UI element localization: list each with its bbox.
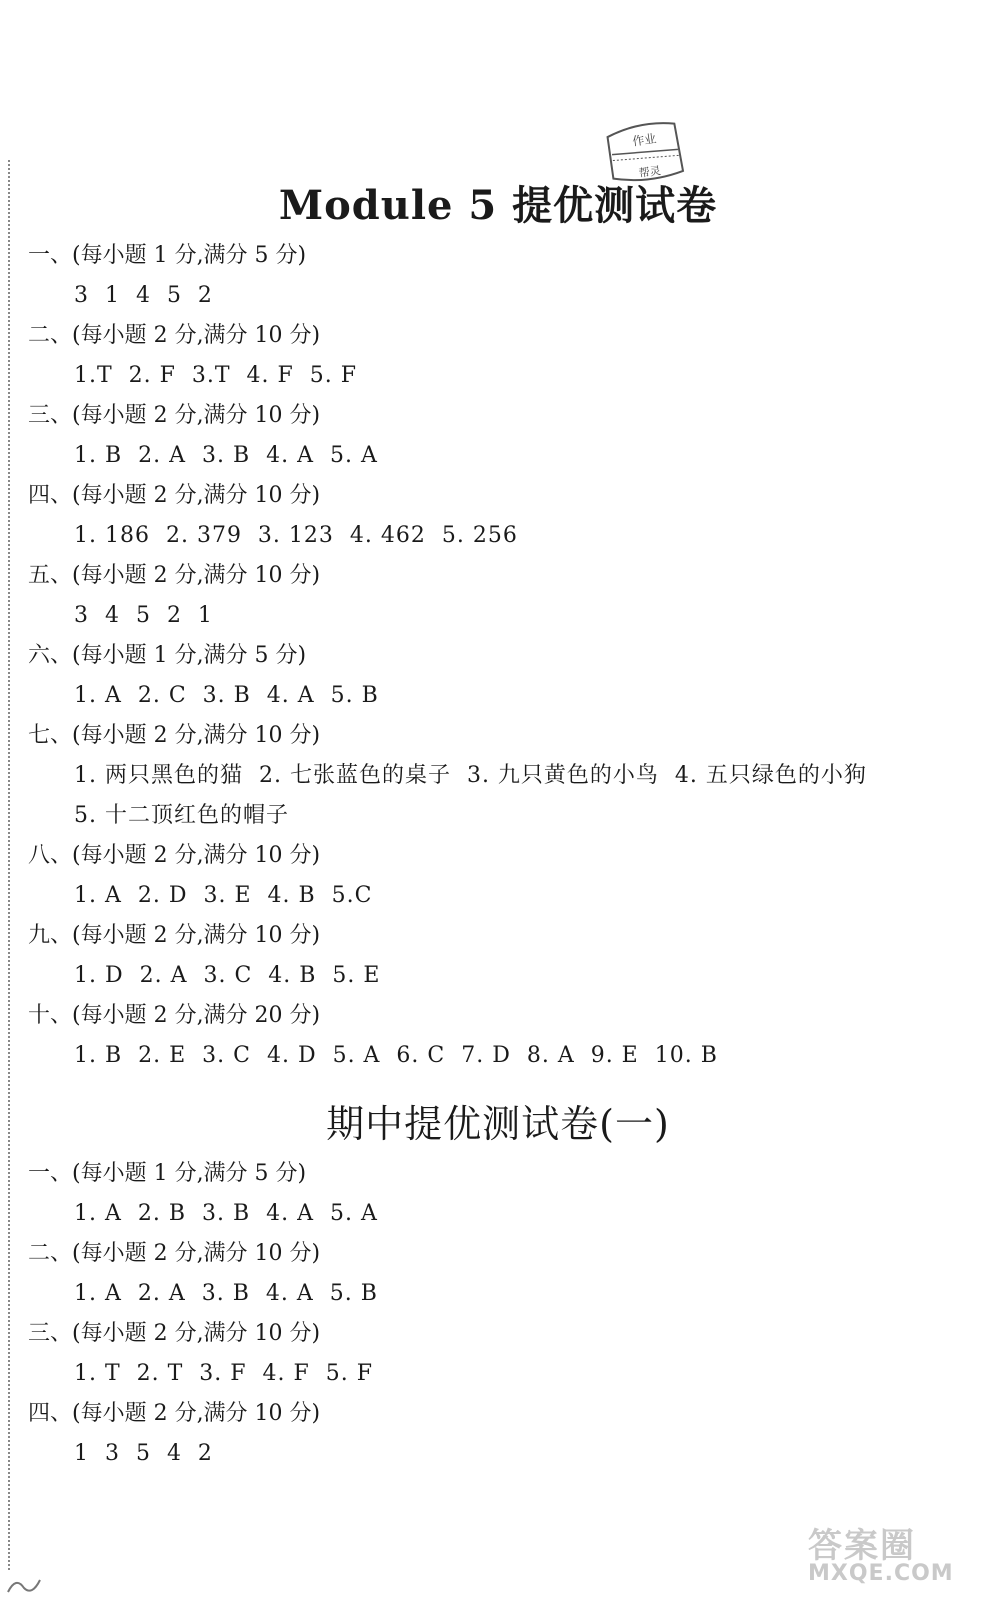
question-heading: 一、(每小题 1 分,满分 5 分) [28, 243, 307, 268]
answer-line: 3 1 4 5 2 [74, 283, 213, 308]
answer-line: 1. A 2. D 3. E 4. B 5.C [74, 883, 373, 908]
question-heading: 三、(每小题 2 分,满分 10 分) [28, 1321, 321, 1346]
answer-line: 1. T 2. T 3. F 4. F 5. F [74, 1361, 374, 1386]
question-heading: 五、(每小题 2 分,满分 10 分) [28, 563, 321, 588]
corner-mark-icon [4, 1570, 44, 1596]
binding-margin-line [8, 160, 10, 1570]
answer-line: 1. D 2. A 3. C 4. B 5. E [74, 963, 381, 988]
question-heading: 十、(每小题 2 分,满分 20 分) [28, 1003, 321, 1028]
question-heading: 九、(每小题 2 分,满分 10 分) [28, 923, 321, 948]
question-heading: 二、(每小题 2 分,满分 10 分) [28, 323, 321, 348]
answer-line: 1.T 2. F 3.T 4. F 5. F [74, 363, 358, 388]
question-heading: 八、(每小题 2 分,满分 10 分) [28, 843, 321, 868]
answer-line: 1. 两只黑色的猫 2. 七张蓝色的桌子 3. 九只黄色的小鸟 4. 五只绿色的小狗 [74, 763, 867, 788]
page-title-midterm: 期中提优测试卷(一) [326, 1102, 670, 1146]
question-heading: 二、(每小题 2 分,满分 10 分) [28, 1241, 321, 1266]
answer-line: 3 4 5 2 1 [74, 603, 213, 628]
question-heading: 七、(每小题 2 分,满分 10 分) [28, 723, 321, 748]
svg-text:作业: 作业 [631, 131, 658, 149]
question-heading: 六、(每小题 1 分,满分 5 分) [28, 643, 307, 668]
answer-line: 1. A 2. A 3. B 4. A 5. B [74, 1281, 378, 1306]
watermark-top-text: 答案圈 [808, 1526, 916, 1566]
answer-line: 1. A 2. B 3. B 4. A 5. A [74, 1201, 378, 1226]
svg-text:帮灵: 帮灵 [638, 164, 662, 180]
answer-line: 1. B 2. E 3. C 4. D 5. A 6. C 7. D 8. A 9. E 10. B [74, 1043, 718, 1068]
answer-line: 1. 186 2. 379 3. 123 4. 462 5. 256 [74, 523, 518, 548]
answer-line: 1 3 5 4 2 [74, 1441, 213, 1466]
answer-line: 1. B 2. A 3. B 4. A 5. A [74, 443, 378, 468]
answer-line: 1. A 2. C 3. B 4. A 5. B [74, 683, 379, 708]
question-heading: 四、(每小题 2 分,满分 10 分) [28, 483, 321, 508]
page-title-module5: Module 5 提优测试卷 [278, 182, 718, 229]
question-heading: 一、(每小题 1 分,满分 5 分) [28, 1161, 307, 1186]
question-heading: 四、(每小题 2 分,满分 10 分) [28, 1401, 321, 1426]
watermark-bottom-text: MXQE.COM [808, 1561, 954, 1586]
question-heading: 三、(每小题 2 分,满分 10 分) [28, 403, 321, 428]
answer-line-continued: 5. 十二顶红色的帽子 [74, 803, 289, 828]
watermark-logo [808, 1518, 978, 1586]
